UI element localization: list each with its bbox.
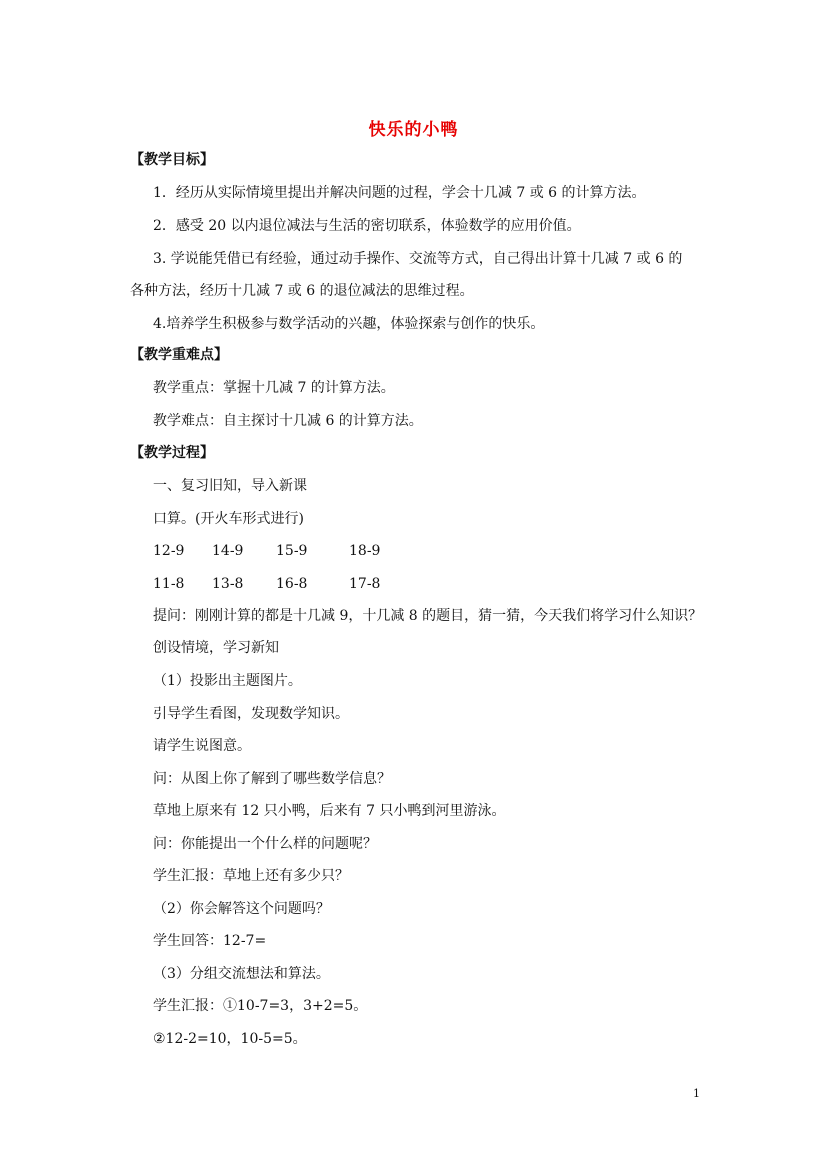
calc-expression: 18-9 (349, 543, 381, 559)
process-text: 问：从图上你了解到了哪些数学信息？ (153, 771, 391, 787)
process-text: 口算。(开火车形式进行) (153, 511, 304, 527)
page-number: 1 (693, 1087, 700, 1100)
process-text: （3）分组交流想法和算法。 (153, 966, 330, 982)
calc-expression: 15-9 (276, 543, 308, 559)
calc-expression: 14-9 (212, 543, 244, 559)
process-subheading: 一、复习旧知，导入新课 (153, 478, 307, 494)
process-text: 草地上原来有 12 只小鸭，后来有 7 只小鸭到河里游泳。 (153, 803, 506, 819)
process-text: ②12-2=10，10-5=5。 (153, 1031, 307, 1047)
process-text: （1）投影出主题图片。 (153, 673, 302, 689)
calc-expression: 17-8 (349, 576, 381, 592)
section-heading-goals: 【教学目标】 (130, 152, 214, 168)
keypoint-item: 教学重点：掌握十几减 7 的计算方法。 (153, 380, 395, 396)
section-heading-process: 【教学过程】 (130, 445, 214, 461)
process-text: 请学生说图意。 (153, 738, 251, 754)
calc-expression: 11-8 (153, 576, 185, 592)
calc-expression: 13-8 (212, 576, 244, 592)
calc-expression: 16-8 (276, 576, 308, 592)
page-title: 快乐的小鸭 (368, 120, 459, 140)
goal-item: 3. 学说能凭借已有经验，通过动手操作、交流等方式，自己得出计算十几减 7 或 6 的 (153, 251, 683, 267)
goal-item-continuation: 各种方法，经历十几减 7 或 6 的退位减法的思维过程。 (130, 283, 474, 299)
process-text: 提问：刚刚计算的都是十几减 9，十几减 8 的题目，猜一猜，今天我们将学习什么知识？ (153, 608, 703, 624)
goal-item: 2．感受 20 以内退位减法与生活的密切联系，体验数学的应用价值。 (153, 218, 581, 234)
process-text: （2）你会解答这个问题吗？ (153, 901, 330, 917)
section-heading-keypoints: 【教学重难点】 (130, 347, 228, 363)
process-text: 学生回答：12-7= (153, 933, 267, 949)
keypoint-item: 教学难点：自主探讨十几减 6 的计算方法。 (153, 413, 423, 429)
goal-item: 4.培养学生积极参与数学活动的兴趣，体验探索与创作的快乐。 (153, 316, 545, 332)
process-subheading: 创设情境，学习新知 (153, 640, 279, 656)
calc-expression: 12-9 (153, 543, 185, 559)
calc-row (153, 542, 380, 560)
process-text: 学生汇报：草地上还有多少只？ (153, 868, 349, 884)
goal-item: 1．经历从实际情境里提出并解决问题的过程，学会十几减 7 或 6 的计算方法。 (153, 185, 646, 201)
process-text: 引导学生看图，发现数学知识。 (153, 706, 349, 722)
process-text: 问：你能提出一个什么样的问题呢？ (153, 836, 377, 852)
process-text: 学生汇报：①10-7=3，3+2=5。 (153, 998, 368, 1014)
calc-row (153, 575, 380, 593)
